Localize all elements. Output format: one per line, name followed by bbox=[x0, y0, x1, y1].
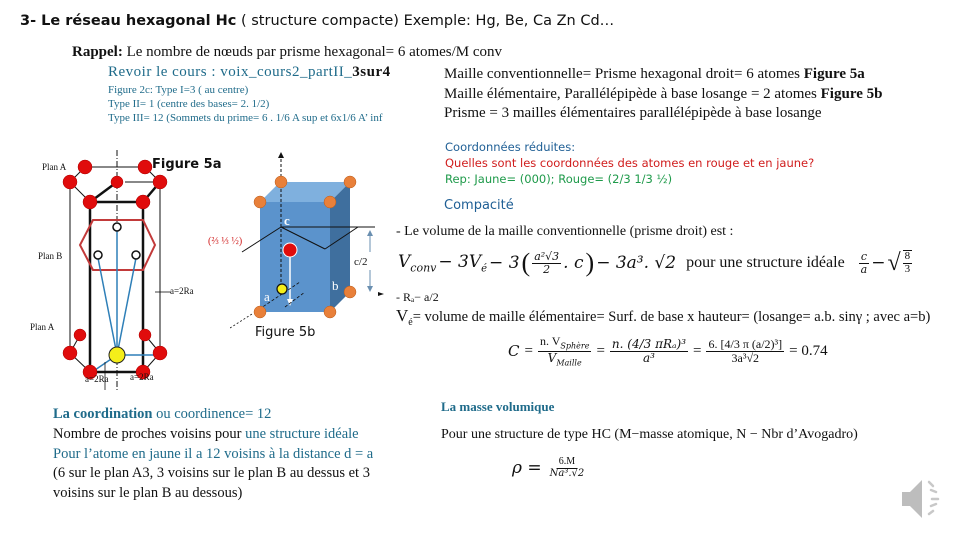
ra-line: - Rₐ− a/2 bbox=[396, 290, 439, 304]
rappel-line bbox=[72, 44, 502, 61]
sqrt-den: 3 bbox=[904, 263, 911, 275]
ve-definition bbox=[396, 306, 930, 328]
compacity-formula bbox=[508, 328, 828, 374]
coordination-line2 bbox=[53, 426, 359, 443]
nvsphere-over-vmaille bbox=[538, 335, 592, 368]
compacity-result: = 0.74 bbox=[789, 342, 828, 359]
volume-intro: - Le volume de la maille conventionnelle (prisme droit) est : bbox=[396, 224, 734, 239]
ratio-eq: − bbox=[871, 253, 886, 273]
coordination-rest: ou coordinence= 12 bbox=[152, 406, 272, 422]
plan-b-label: Plan B bbox=[38, 251, 63, 261]
coordination-line3: Pour l’atome en jaune il a 12 voisins à la distance d = a bbox=[53, 446, 374, 462]
a-label: a bbox=[264, 289, 270, 304]
eq1-sub: é bbox=[481, 263, 488, 275]
rho-num: 6.M bbox=[558, 456, 576, 467]
f2-den: a³ bbox=[642, 350, 655, 365]
equals-3: = bbox=[693, 342, 702, 359]
equals-2: = bbox=[596, 342, 605, 359]
type-3-text: Type III= 12 (Sommets du prime= 6 . 1/6 A sup et 6x1/6 A’ inf bbox=[108, 112, 383, 124]
type-2-text: Type II= 1 (centre des bases= 2. 1/2) bbox=[108, 98, 270, 110]
ve-symbol: V bbox=[396, 306, 409, 325]
figure-5b-label: Figure 5b bbox=[255, 325, 316, 340]
ratio-den: a bbox=[860, 262, 868, 276]
f1-num: n. V bbox=[539, 333, 561, 348]
equals-1: = bbox=[524, 342, 533, 359]
frac-den: 2 bbox=[543, 262, 551, 276]
sqrt-num: 8 bbox=[904, 250, 911, 263]
vconv-symbol: V bbox=[398, 251, 411, 272]
coordinate-label: (⅔ ⅓ ½) bbox=[208, 236, 243, 247]
numeric-fraction bbox=[706, 338, 784, 364]
f1-num-sub: Sphère bbox=[560, 341, 590, 351]
figure-5a-hexagonal-prism bbox=[25, 150, 210, 390]
right-paren: ) bbox=[585, 248, 595, 277]
coordonnees-question: Quelles sont les coordonnées des atomes en rouge et en jaune? bbox=[445, 156, 815, 170]
left-paren: ( bbox=[521, 248, 531, 277]
eq3: − 3a³. √2 bbox=[596, 253, 677, 273]
slide-title-rest: ( structure compacte) Exemple: Hg, Be, Ca Zn Cd… bbox=[236, 13, 615, 29]
course-part: 3sur4 bbox=[352, 64, 391, 80]
figure-5b-parallelepiped bbox=[230, 152, 390, 332]
times-c: . c bbox=[563, 253, 584, 273]
maille-conv-line bbox=[444, 66, 865, 83]
f2-num: n. (4/3 πRₐ)³ bbox=[611, 336, 687, 351]
sqrt-symbol: √ bbox=[887, 250, 901, 276]
masse-text: Pour une structure de type HC (M−masse atomique, N − Nbr d’Avogadro) bbox=[441, 427, 858, 442]
b-label: b bbox=[332, 278, 339, 293]
c-symbol: C bbox=[508, 342, 520, 360]
slide-title bbox=[20, 13, 614, 29]
a-equals-2ra-bottom-left: a=2Ra bbox=[85, 374, 109, 384]
c-half-label: c/2 bbox=[354, 256, 368, 268]
plan-a-top-label: Plan A bbox=[42, 162, 67, 172]
rho-formula bbox=[512, 450, 586, 486]
line2-teal: une structure idéale bbox=[245, 426, 359, 442]
maille-elem-text: Maille élémentaire, Parallélépipède à base losange = 2 atomes bbox=[444, 86, 821, 102]
line2-prefix: Nombre de proches voisins pour bbox=[53, 426, 246, 442]
f3-den: 3a³√2 bbox=[731, 350, 760, 365]
f1-den-sub: Maille bbox=[556, 357, 582, 367]
maille-conv-text: Maille conventionnelle= Prisme hexagonal droit= 6 atomes bbox=[444, 66, 804, 82]
vconv-formula bbox=[398, 245, 912, 281]
coordonnees-heading: Coordonnées réduites: bbox=[445, 140, 576, 154]
a2-root3-fraction bbox=[532, 251, 561, 275]
vconv-sub: conv bbox=[410, 261, 437, 275]
figure-5a-ref: Figure 5a bbox=[803, 66, 865, 82]
coordonnees-answer: Rep: Jaune= (000); Rouge= (2/3 1/3 ½) bbox=[445, 172, 673, 186]
f3-num: 6. [4/3 π (a/2)³] bbox=[708, 336, 783, 351]
course-link: Revoir le cours : voix_cours2_partII_ bbox=[108, 64, 353, 80]
plan-a-bottom-label: Plan A bbox=[30, 322, 55, 332]
a-equals-2ra-right: a=2Ra bbox=[170, 286, 194, 296]
a-equals-2ra-bottom-right: a=2Ra bbox=[130, 372, 154, 382]
masse-heading: La masse volumique bbox=[441, 399, 555, 414]
rho-den: Na³.√2 bbox=[549, 467, 585, 479]
rappel-label: Rappel: bbox=[72, 44, 123, 60]
figure-5a-label: Figure 5a bbox=[152, 157, 222, 172]
ratio-num: c bbox=[860, 249, 868, 263]
coordination-bold: La coordination bbox=[53, 406, 153, 422]
frac-num: a²√3 bbox=[534, 249, 560, 263]
eq2: − 3 bbox=[489, 253, 520, 273]
coordination-title bbox=[53, 406, 271, 423]
coordination-line4: (6 sur le plan A3, 3 voisins sur le plan B au dessus et 3 bbox=[53, 465, 370, 481]
course-reference[interactable] bbox=[108, 64, 391, 81]
maille-elem-line bbox=[444, 86, 882, 103]
ideal-structure-text: pour une structure idéale bbox=[686, 254, 845, 271]
type-1-text: Figure 2c: Type I=3 ( au centre) bbox=[108, 84, 249, 96]
c-label: c bbox=[284, 213, 290, 228]
eight-thirds bbox=[903, 250, 913, 275]
prisme-line: Prisme = 3 mailles élémentaires parallélépipède à base losange bbox=[444, 105, 822, 121]
rho-symbol: ρ = bbox=[512, 458, 542, 478]
coordination-line5: voisins sur le plan B au dessous) bbox=[53, 485, 243, 501]
eq1: − 3V bbox=[438, 251, 482, 272]
c-over-a bbox=[859, 251, 870, 275]
sphere-volume-fraction bbox=[610, 338, 688, 364]
rho-fraction bbox=[548, 457, 587, 479]
slide-title-bold: 3- Le réseau hexagonal Hc bbox=[20, 13, 237, 29]
speaker-icon[interactable] bbox=[896, 474, 946, 524]
compacite-heading: Compacité bbox=[444, 198, 514, 213]
rappel-text: Le nombre de nœuds par prisme hexagonal= 6 atomes/M conv bbox=[122, 44, 503, 60]
ve-sub: é bbox=[408, 316, 413, 328]
f1-den: V bbox=[547, 350, 557, 365]
figure-5b-ref: Figure 5b bbox=[820, 86, 883, 102]
ve-text: = volume de maille élémentaire= Surf. de base x hauteur= (losange= a.b. sinγ ; avec a=b) bbox=[412, 309, 931, 325]
